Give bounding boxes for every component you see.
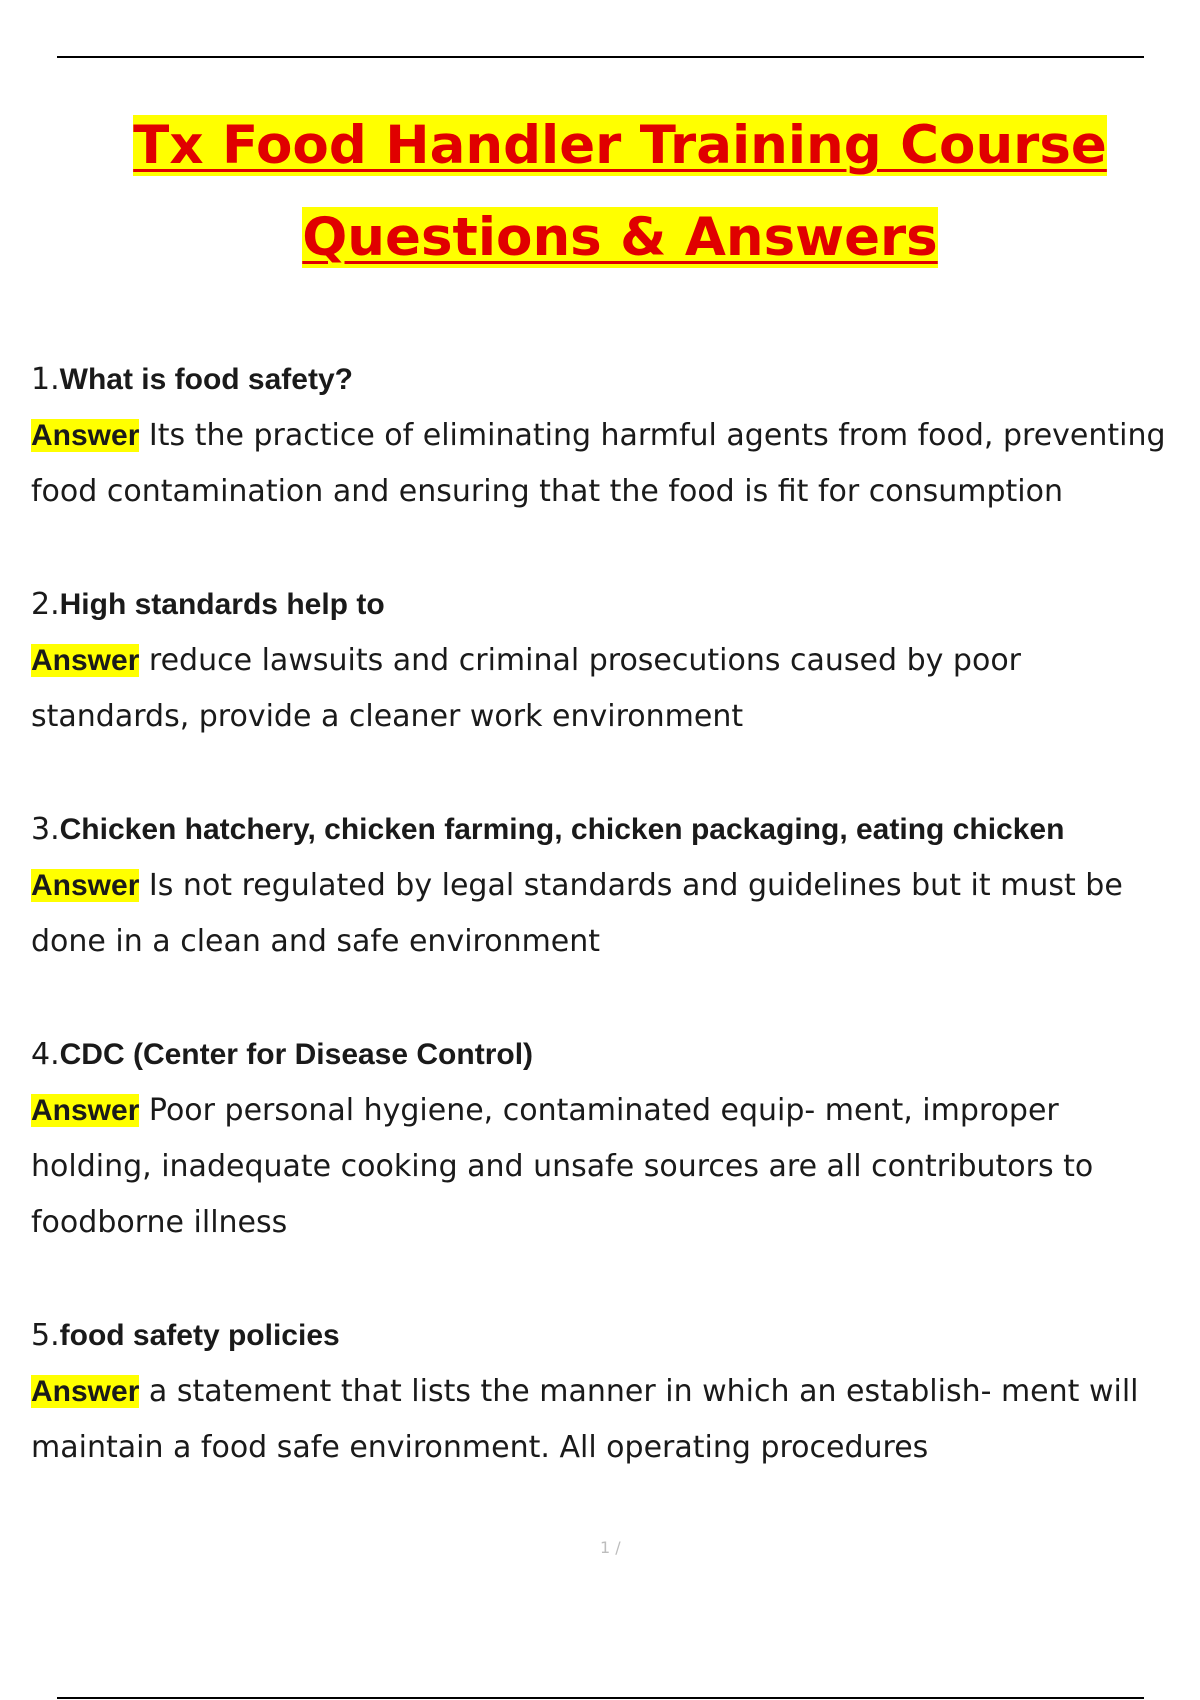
title-line-1: Tx Food Handler Training Course xyxy=(133,115,1107,176)
question-text: High standards help to xyxy=(59,588,385,621)
qa-list xyxy=(31,352,1181,1476)
answer-text: reduce lawsuits and criminal prosecutions caused by poor standards, provide a cleaner work environment xyxy=(31,643,1022,734)
qa-item-3 xyxy=(31,802,1181,970)
question xyxy=(31,352,1181,408)
answer-label: Answer xyxy=(31,644,140,677)
answer xyxy=(31,858,1181,970)
title-line-2: Questions & Answers xyxy=(302,207,938,268)
question-number: 4. xyxy=(31,1037,60,1072)
answer-label: Answer xyxy=(31,419,140,452)
qa-item-4 xyxy=(31,1027,1181,1251)
answer-text: Its the practice of eliminating harmful agents from food, preventing food contamination and ensuring that the food is fit for consumption xyxy=(31,418,1166,509)
question-text: What is food safety? xyxy=(59,363,353,396)
document-title xyxy=(0,100,1200,284)
answer xyxy=(31,1364,1181,1476)
qa-item-2 xyxy=(31,577,1181,745)
question-text: food safety policies xyxy=(59,1319,340,1352)
qa-item-5 xyxy=(31,1308,1181,1476)
question-number: 1. xyxy=(31,362,60,397)
answer-label: Answer xyxy=(31,1375,140,1408)
question-number: 3. xyxy=(31,812,60,847)
question-number: 2. xyxy=(31,587,60,622)
question xyxy=(31,577,1181,633)
question xyxy=(31,1308,1181,1364)
question-text: CDC (Center for Disease Control) xyxy=(59,1038,534,1071)
answer-text: a statement that lists the manner in which an establish- ment will maintain a food safe environment. All operating procedures xyxy=(31,1374,1139,1465)
question xyxy=(31,802,1181,858)
answer xyxy=(31,1083,1181,1251)
answer-text: Poor personal hygiene, contaminated equip- ment, improper holding, inadequate cooking and unsafe sources are all contributors to foodborne illness xyxy=(31,1093,1094,1240)
top-divider xyxy=(57,56,1144,58)
qa-item-1 xyxy=(31,352,1181,520)
answer-text: Is not regulated by legal standards and guidelines but it must be done in a clean and safe environment xyxy=(31,868,1123,959)
page-number: 1 / xyxy=(600,1538,621,1557)
answer-label: Answer xyxy=(31,869,140,902)
bottom-divider xyxy=(57,1697,1144,1699)
question-text: Chicken hatchery, chicken farming, chicken packaging, eating chicken xyxy=(59,813,1065,846)
answer-label: Answer xyxy=(31,1094,140,1127)
question-number: 5. xyxy=(31,1318,60,1353)
answer xyxy=(31,633,1181,745)
question xyxy=(31,1027,1181,1083)
answer xyxy=(31,408,1181,520)
